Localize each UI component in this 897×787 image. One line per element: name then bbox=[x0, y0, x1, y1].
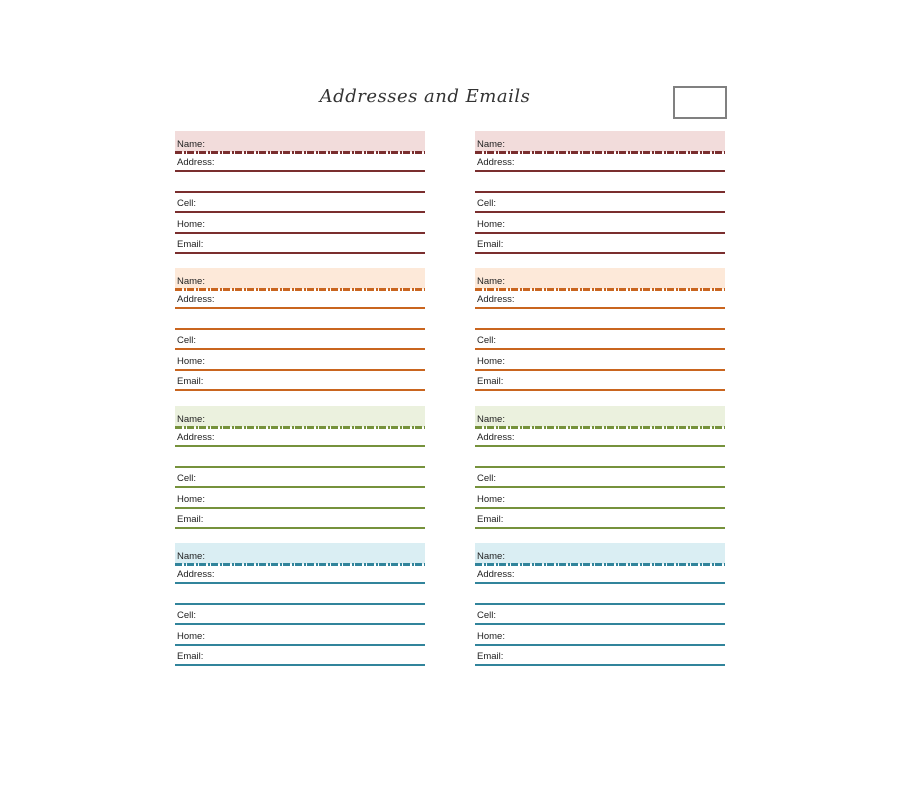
home-field[interactable] bbox=[475, 350, 725, 371]
home-field[interactable] bbox=[175, 488, 425, 509]
cell-field[interactable] bbox=[175, 330, 425, 350]
contact-entry bbox=[475, 406, 725, 530]
name-field[interactable] bbox=[175, 268, 425, 289]
cell-label: Cell: bbox=[477, 610, 497, 621]
home-label: Home: bbox=[477, 219, 505, 230]
contact-entry bbox=[175, 268, 425, 392]
address-line-2[interactable] bbox=[475, 447, 725, 468]
name-field[interactable] bbox=[475, 543, 725, 564]
contact-entry bbox=[175, 406, 425, 530]
email-label: Email: bbox=[177, 376, 204, 387]
email-label: Email: bbox=[477, 239, 504, 250]
cell-label: Cell: bbox=[477, 473, 497, 484]
email-label: Email: bbox=[477, 376, 504, 387]
address-field[interactable] bbox=[175, 564, 425, 584]
name-label: Name: bbox=[177, 276, 205, 287]
cell-field[interactable] bbox=[475, 193, 725, 213]
address-line-2[interactable] bbox=[475, 584, 725, 605]
name-field[interactable] bbox=[475, 131, 725, 152]
email-field[interactable] bbox=[475, 509, 725, 529]
address-field[interactable] bbox=[175, 289, 425, 309]
address-label: Address: bbox=[477, 432, 515, 443]
cell-field[interactable] bbox=[175, 468, 425, 488]
cell-field[interactable] bbox=[475, 468, 725, 488]
contact-entry bbox=[475, 131, 725, 255]
address-line-2[interactable] bbox=[475, 172, 725, 193]
address-line-2[interactable] bbox=[175, 172, 425, 193]
page-title: Addresses and Emails bbox=[319, 86, 531, 107]
address-field[interactable] bbox=[175, 427, 425, 447]
cell-label: Cell: bbox=[177, 473, 197, 484]
address-line-2[interactable] bbox=[175, 584, 425, 605]
name-label: Name: bbox=[177, 139, 205, 150]
address-field[interactable] bbox=[475, 152, 725, 172]
cell-field[interactable] bbox=[175, 605, 425, 625]
home-field[interactable] bbox=[175, 625, 425, 646]
home-label: Home: bbox=[177, 631, 205, 642]
cell-field[interactable] bbox=[175, 193, 425, 213]
cell-label: Cell: bbox=[477, 198, 497, 209]
name-field[interactable] bbox=[175, 131, 425, 152]
home-field[interactable] bbox=[475, 213, 725, 234]
name-field[interactable] bbox=[475, 406, 725, 427]
email-field[interactable] bbox=[175, 509, 425, 529]
name-label: Name: bbox=[477, 414, 505, 425]
email-label: Email: bbox=[177, 651, 204, 662]
address-field[interactable] bbox=[475, 564, 725, 584]
email-field[interactable] bbox=[175, 646, 425, 666]
home-label: Home: bbox=[477, 631, 505, 642]
name-label: Name: bbox=[177, 551, 205, 562]
name-label: Name: bbox=[477, 276, 505, 287]
home-label: Home: bbox=[177, 356, 205, 367]
contact-entry bbox=[175, 131, 425, 255]
address-line-2[interactable] bbox=[175, 309, 425, 330]
home-field[interactable] bbox=[475, 625, 725, 646]
cell-field[interactable] bbox=[475, 605, 725, 625]
home-field[interactable] bbox=[175, 213, 425, 234]
cell-label: Cell: bbox=[177, 198, 197, 209]
address-field[interactable] bbox=[475, 427, 725, 447]
name-field[interactable] bbox=[175, 543, 425, 564]
home-field[interactable] bbox=[475, 488, 725, 509]
email-field[interactable] bbox=[175, 234, 425, 254]
name-field[interactable] bbox=[475, 268, 725, 289]
email-field[interactable] bbox=[475, 234, 725, 254]
home-label: Home: bbox=[177, 494, 205, 505]
address-label: Address: bbox=[177, 157, 215, 168]
email-label: Email: bbox=[477, 651, 504, 662]
home-field[interactable] bbox=[175, 350, 425, 371]
address-label: Address: bbox=[477, 294, 515, 305]
address-label: Address: bbox=[177, 569, 215, 580]
contact-entry bbox=[475, 543, 725, 667]
name-label: Name: bbox=[477, 551, 505, 562]
email-field[interactable] bbox=[175, 371, 425, 391]
email-field[interactable] bbox=[475, 371, 725, 391]
email-label: Email: bbox=[177, 514, 204, 525]
contact-entry bbox=[475, 268, 725, 392]
name-label: Name: bbox=[477, 139, 505, 150]
cell-label: Cell: bbox=[477, 335, 497, 346]
address-label: Address: bbox=[477, 157, 515, 168]
cell-label: Cell: bbox=[177, 335, 197, 346]
email-field[interactable] bbox=[475, 646, 725, 666]
email-label: Email: bbox=[177, 239, 204, 250]
name-label: Name: bbox=[177, 414, 205, 425]
home-label: Home: bbox=[177, 219, 205, 230]
cell-label: Cell: bbox=[177, 610, 197, 621]
name-field[interactable] bbox=[175, 406, 425, 427]
contact-entry bbox=[175, 543, 425, 667]
address-line-2[interactable] bbox=[475, 309, 725, 330]
address-label: Address: bbox=[177, 432, 215, 443]
address-field[interactable] bbox=[475, 289, 725, 309]
cell-field[interactable] bbox=[475, 330, 725, 350]
address-field[interactable] bbox=[175, 152, 425, 172]
address-label: Address: bbox=[477, 569, 515, 580]
home-label: Home: bbox=[477, 494, 505, 505]
home-label: Home: bbox=[477, 356, 505, 367]
address-line-2[interactable] bbox=[175, 447, 425, 468]
email-label: Email: bbox=[477, 514, 504, 525]
corner-box[interactable] bbox=[673, 86, 727, 119]
address-label: Address: bbox=[177, 294, 215, 305]
